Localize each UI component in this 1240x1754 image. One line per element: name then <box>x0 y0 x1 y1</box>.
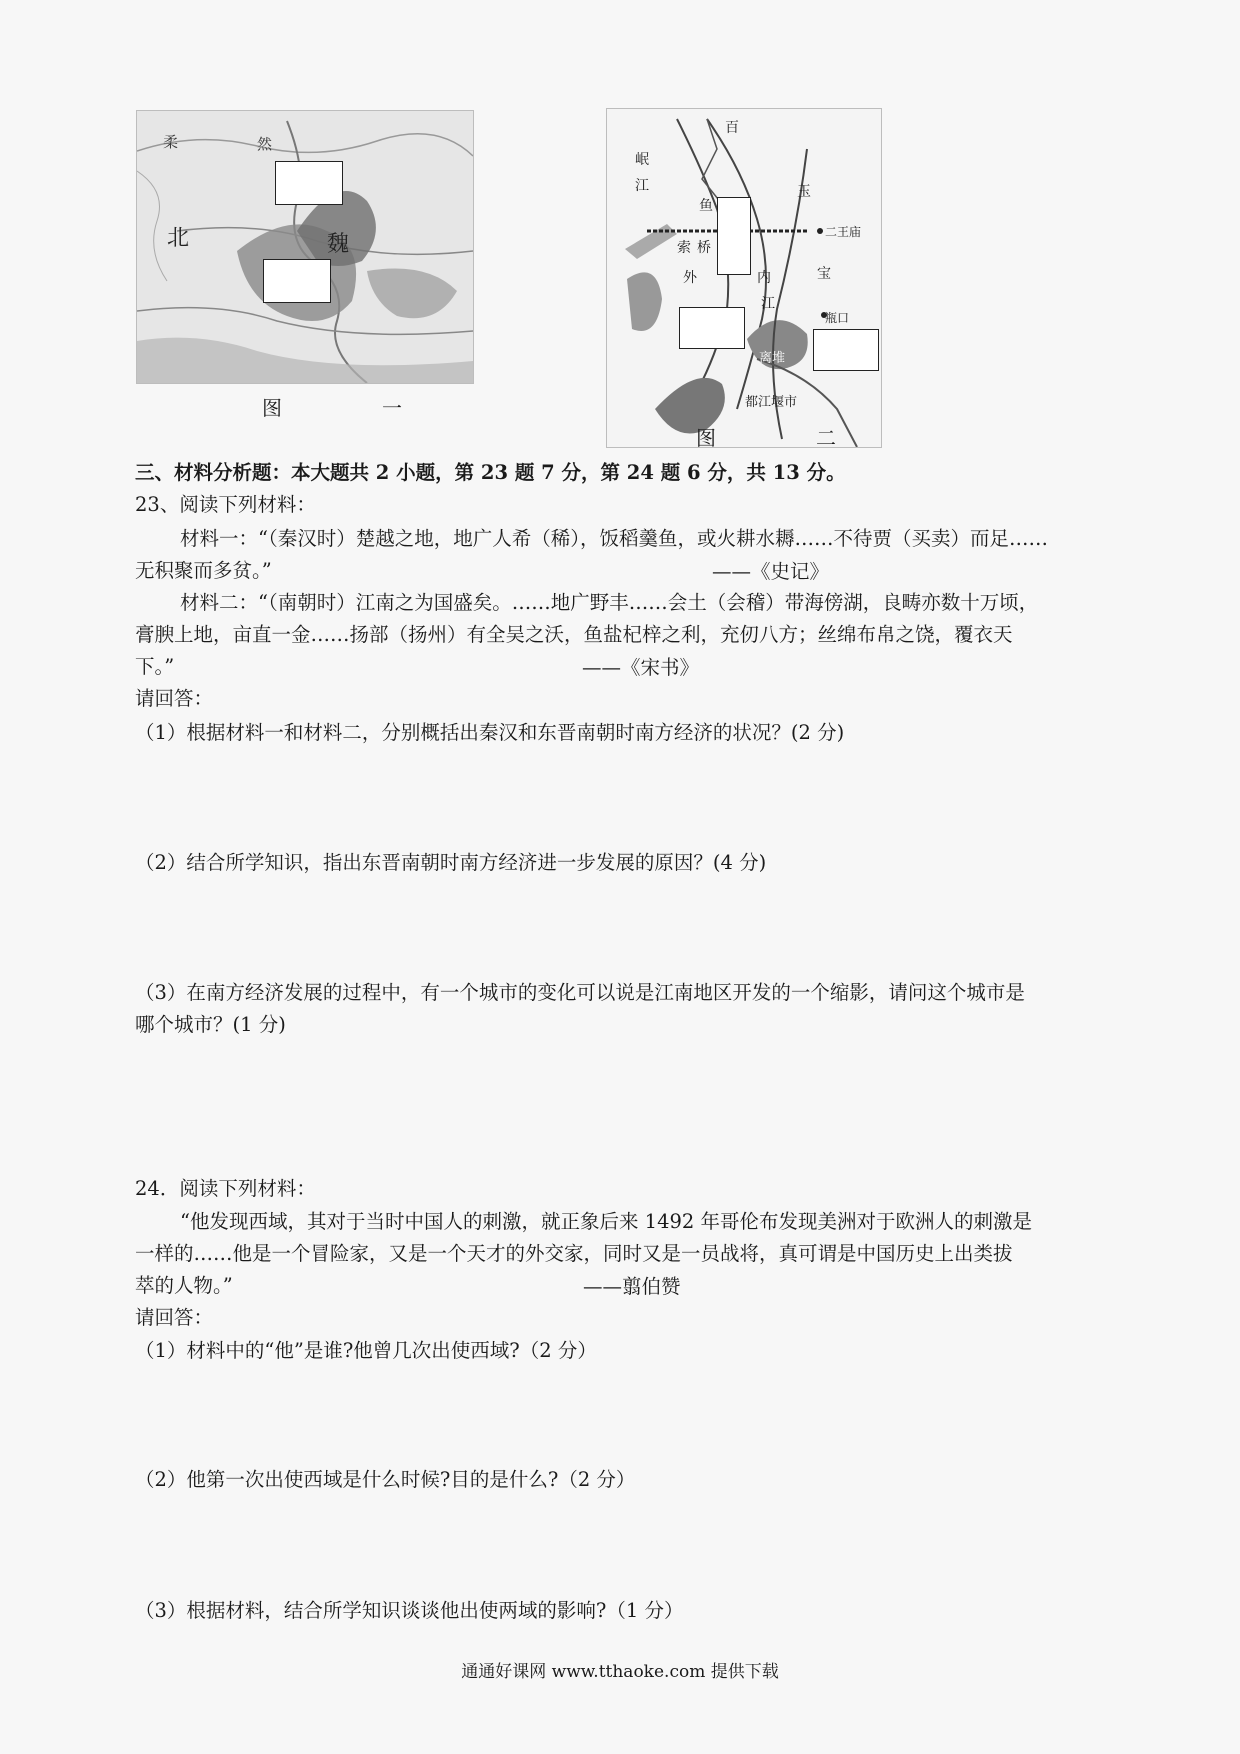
figure2-label-nei: 内 <box>757 270 771 286</box>
q23-prompt: 请回答： <box>135 687 214 710</box>
figure2-label-bao: 宝 <box>817 266 831 282</box>
q23-question3-line2: 哪个城市？(1 分) <box>135 1013 286 1036</box>
figure1-label-rouran-1: 柔 <box>163 133 179 151</box>
figure2-label-bai: 百 <box>725 120 739 136</box>
figure2-label-suo: 索 <box>677 240 691 256</box>
q23-question1: （1）根据材料一和材料二，分别概括出秦汉和东晋南朝时南方经济的状况？(2 分) <box>135 721 845 744</box>
q23-material2-line1: 材料二：“（南朝时）江南之为国盛矣。……地广野丰……会土（会稽）带海傍湖，良畴亦数十万顷， <box>180 591 1039 614</box>
q23-material2-line3: 下。” <box>135 655 175 678</box>
figure2-label-yu2: 鱼 <box>699 198 713 214</box>
figure2-label-min: 岷 <box>635 152 649 168</box>
figure2-label-erwangmiao: 二王庙 <box>825 225 862 239</box>
figure2-label-pingkou: 瓶口 <box>825 311 850 325</box>
figure2-label-wai: 外 <box>683 270 697 286</box>
figure2-blank-box-left <box>679 307 745 349</box>
figure2-blank-box-right <box>813 329 879 371</box>
q23-question2: （2）结合所学知识，指出东晋南朝时南方经济进一步发展的原因？(4 分) <box>135 851 767 874</box>
figure1-blank-box-2 <box>263 259 331 303</box>
figure1-label-bei: 北 <box>167 226 190 251</box>
figure1-map <box>136 110 474 384</box>
q24-question2: （2）他第一次出使西域是什么时候?目的是什么?（2 分） <box>135 1468 636 1491</box>
q23-material1-line1: 材料一：“（秦汉时）楚越之地，地广人希（稀），饭稻羹鱼，或火耕水耨……不待贾（买卖）而足…… <box>180 527 1048 550</box>
figure2-label-qiao: 桥 <box>697 240 711 256</box>
q24-question1: （1）材料中的“他”是谁?他曾几次出使西域?（2 分） <box>135 1339 597 1362</box>
q23-material2-source: ——《宋书》 <box>582 656 700 679</box>
figure2-caption: 图 二 <box>696 426 876 450</box>
figure2-blank-box-vertical <box>717 197 751 275</box>
figure2-map <box>606 108 882 448</box>
q24-prompt: 请回答： <box>135 1306 214 1329</box>
q23-material2-line2: 膏腴上地，亩直一金……扬部（扬州）有全吴之沃，鱼盐杞梓之利，充仞八方；丝绵布帛之饶，覆衣天 <box>135 623 1013 646</box>
q24-intro: 24．阅读下列材料： <box>135 1177 316 1200</box>
q23-intro: 23、阅读下列材料： <box>135 493 316 516</box>
figure1-blank-box-1 <box>275 161 343 205</box>
q24-question3: （3）根据材料，结合所学知识谈谈他出使两域的影响?（1 分） <box>135 1599 684 1622</box>
figure2-label-dujiangyan: 都江堰市 <box>745 395 798 410</box>
q23-question3-line1: （3）在南方经济发展的过程中，有一个城市的变化可以说是江南地区开发的一个缩影，请问这个城市是 <box>135 981 1025 1004</box>
q23-material1-source: ——《史记》 <box>712 560 830 583</box>
figure1-label-wei: 魏 <box>327 232 350 257</box>
figure1-label-rouran-2: 然 <box>257 135 273 153</box>
q24-material-line1: “他发现西域，其对于当时中国人的刺激，就正象后来 1492 年哥伦布发现美洲对于欧洲人的刺激是 <box>180 1210 1032 1233</box>
q24-material-line2: 一样的……他是一个冒险家，又是一个天才的外交家，同时又是一员战将，真可谓是中国历史上出类拔 <box>135 1242 1013 1265</box>
q23-material1-line2: 无积聚而多贫。” <box>135 559 272 582</box>
section3-title: 三、材料分析题：本大题共 2 小题，第 23 题 7 分，第 24 题 6 分，共 13 分。 <box>135 461 846 484</box>
footer-download-note: 通通好课网 www.tthaoke.com 提供下载 <box>461 1662 779 1682</box>
q24-material-source: ——翦伯赞 <box>583 1275 681 1298</box>
figure2-label-yu: 玉 <box>797 184 811 200</box>
q24-material-line3: 萃的人物。” <box>135 1274 233 1297</box>
figure1-caption: 图 一 <box>262 396 442 420</box>
figure2-label-jiang2: 江 <box>761 296 775 312</box>
figure2-label-jiang1: 江 <box>635 178 649 194</box>
figure2-label-lidui: 离堆 <box>759 351 786 366</box>
